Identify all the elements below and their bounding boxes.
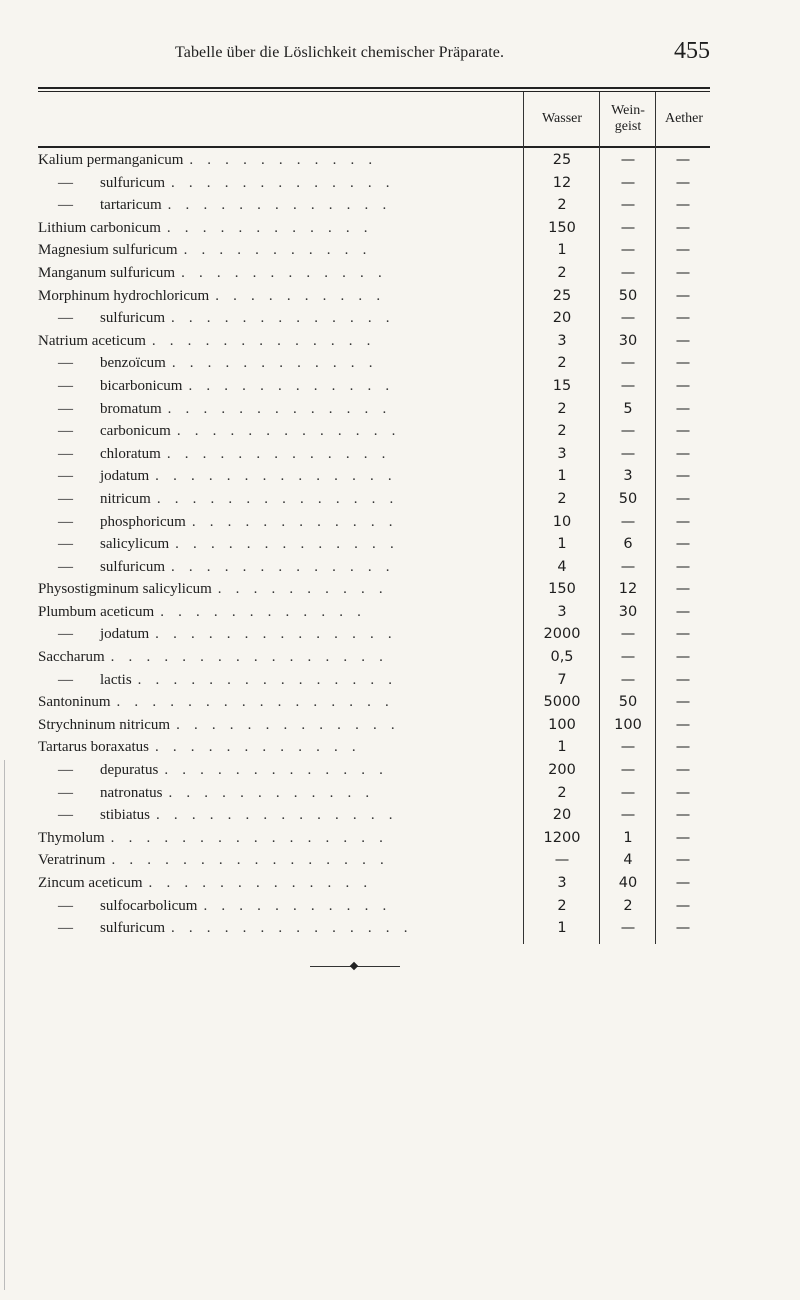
substance-name <box>38 220 516 237</box>
table-row <box>38 197 710 220</box>
wine-spirit-value: — <box>620 264 636 281</box>
substance-label: sulfuricum <box>100 558 165 575</box>
page-number: 455 <box>674 38 710 64</box>
leader-dots: . . . . . . . . . . . . . <box>148 875 373 891</box>
substance-label: Zincum aceticum <box>38 875 143 891</box>
leader-dots: . . . . . . . . . . <box>217 581 388 598</box>
wine-spirit-value: 50 <box>618 490 638 507</box>
substance-label: carbonicum <box>100 423 171 440</box>
water-value: 1 <box>557 468 567 485</box>
substance-name <box>38 581 516 598</box>
table-row <box>38 333 710 356</box>
substance-label: jodatum <box>100 468 150 485</box>
table-row <box>38 220 710 243</box>
wine-spirit-value: 30 <box>618 603 638 620</box>
water-value: 1200 <box>543 829 581 846</box>
page-header <box>0 40 800 80</box>
wine-spirit-value: — <box>620 626 636 643</box>
substance-label: Magnesium sulfuricum <box>38 242 178 259</box>
wine-spirit-value: — <box>620 671 636 688</box>
wine-spirit-value: — <box>620 174 636 191</box>
leader-dots: . . . . . . . . . . . . . <box>171 558 395 575</box>
wine-spirit-value: — <box>620 377 636 394</box>
running-title: Tabelle über die Löslichkeit chemischer Präparate. <box>175 44 505 61</box>
water-value: 3 <box>557 875 567 891</box>
substance-label: bromatum <box>100 400 162 417</box>
leader-dots: . . . . . . . . . . . . . <box>176 423 401 440</box>
substance-name <box>38 242 516 259</box>
header-bottom-rule <box>38 146 710 148</box>
ether-value: — <box>675 694 691 711</box>
ditto-dash: — <box>58 468 73 485</box>
water-value: 3 <box>557 603 567 620</box>
wine-spirit-value: — <box>620 355 636 372</box>
ether-value: — <box>675 649 691 666</box>
substance-label: salicylicum <box>100 536 170 553</box>
ditto-dash: — <box>58 423 73 440</box>
substance-label: Kalium permanganicum <box>38 152 184 168</box>
leader-dots: . . . . . . . . . . . . . . <box>171 920 413 937</box>
ether-value: — <box>675 332 691 349</box>
ether-value: — <box>675 671 691 688</box>
ditto-dash: — <box>58 558 73 575</box>
ether-value: — <box>675 423 691 440</box>
water-value: 25 <box>552 152 572 168</box>
table-row <box>38 830 710 853</box>
water-value: 0,5 <box>550 649 574 666</box>
table-row <box>38 288 710 311</box>
wine-spirit-value: 40 <box>618 875 638 891</box>
substance-label: Lithium carbonicum <box>38 219 161 236</box>
substance-label: Thymolum <box>38 829 105 846</box>
wine-spirit-value: — <box>620 739 636 756</box>
substance-name <box>38 514 516 531</box>
ditto-dash: — <box>58 197 73 214</box>
substance-label: depuratus <box>100 762 159 779</box>
water-value: 5000 <box>543 694 581 711</box>
leader-dots: . . . . . . . . . . . . . . . . <box>110 829 389 846</box>
table-row <box>38 649 710 672</box>
ether-value: — <box>675 152 691 168</box>
substance-label: tartaricum <box>100 197 162 214</box>
ether-value: — <box>675 468 691 485</box>
leader-dots: . . . . . . . . . . <box>215 287 386 304</box>
wine-spirit-value: 1 <box>623 829 633 846</box>
leader-dots: . . . . . . . . . . . . . <box>164 762 389 779</box>
water-value: 7 <box>557 671 567 688</box>
wine-spirit-value: 12 <box>618 581 638 598</box>
ether-value: — <box>675 920 691 937</box>
table-row <box>38 739 710 762</box>
substance-label: jodatum <box>100 626 150 643</box>
water-value: 25 <box>552 287 572 304</box>
substance-label: phosphoricum <box>100 513 186 530</box>
leader-dots: . . . . . . . . . . . . <box>188 377 395 394</box>
ditto-dash: — <box>58 626 73 643</box>
water-value: 2000 <box>543 626 581 643</box>
wine-spirit-value: — <box>620 423 636 440</box>
wine-spirit-value: — <box>620 152 636 168</box>
substance-name <box>38 559 516 576</box>
substance-name <box>38 898 516 915</box>
leader-dots: . . . . . . . . . . . <box>189 152 378 168</box>
substance-name <box>38 265 516 282</box>
substance-name <box>38 920 516 937</box>
ditto-dash: — <box>58 355 73 372</box>
ditto-dash: — <box>58 762 73 779</box>
ether-value: — <box>675 310 691 327</box>
column-header-water: Wasser <box>541 111 583 126</box>
wine-spirit-value: — <box>620 649 636 666</box>
ether-value: — <box>675 536 691 553</box>
wine-spirit-value: — <box>620 558 636 575</box>
table-row <box>38 468 710 491</box>
ditto-dash: — <box>58 445 73 462</box>
table-row <box>38 310 710 333</box>
leader-dots: . . . . . . . . . . . . . <box>166 445 391 462</box>
leader-dots: . . . . . . . . . . . . . . <box>155 468 397 485</box>
wine-spirit-value: — <box>620 310 636 327</box>
water-value: 4 <box>557 558 567 575</box>
ditto-dash: — <box>58 807 73 824</box>
ether-value: — <box>675 784 691 801</box>
table-row <box>38 536 710 559</box>
substance-name <box>38 152 516 169</box>
ditto-dash: — <box>58 513 73 530</box>
substance-name <box>38 672 516 689</box>
table-row <box>38 581 710 604</box>
ether-value: — <box>675 739 691 756</box>
wine-spirit-value: 4 <box>623 852 633 869</box>
ether-value: — <box>675 875 691 891</box>
table-row <box>38 762 710 785</box>
water-value: 2 <box>557 355 567 372</box>
water-value: 2 <box>557 490 567 507</box>
wine-spirit-value: — <box>620 762 636 779</box>
ditto-dash: — <box>58 920 73 937</box>
substance-label: Morphinum hydrochloricum <box>38 287 210 304</box>
substance-name <box>38 852 516 869</box>
ether-value: — <box>675 852 691 869</box>
leader-dots: . . . . . . . . . . . . <box>155 739 361 756</box>
ether-value: — <box>675 355 691 372</box>
water-value: 15 <box>552 377 572 394</box>
wine-spirit-value: 50 <box>618 287 638 304</box>
ditto-dash: — <box>58 490 73 507</box>
ether-value: — <box>675 264 691 281</box>
ether-value: — <box>675 174 691 191</box>
table-row <box>38 242 710 265</box>
leader-dots: . . . . . . . . . . . . . . . . <box>110 649 389 666</box>
table-row <box>38 423 710 446</box>
wine-spirit-value: — <box>620 807 636 824</box>
leader-dots: . . . . . . . . . . . . . . <box>156 807 398 824</box>
water-value: 1 <box>557 536 567 553</box>
ditto-dash: — <box>58 536 73 553</box>
wine-spirit-value: — <box>620 920 636 937</box>
table-row <box>38 852 710 875</box>
ether-value: — <box>675 558 691 575</box>
table-row <box>38 355 710 378</box>
substance-name <box>38 807 516 824</box>
table-row <box>38 672 710 695</box>
ether-value: — <box>675 829 691 846</box>
leader-dots: . . . . . . . . . . . . <box>171 355 378 372</box>
substance-name <box>38 288 516 305</box>
substance-name <box>38 446 516 463</box>
ditto-dash: — <box>58 897 73 914</box>
water-value: 12 <box>552 174 572 191</box>
ether-value: — <box>675 490 691 507</box>
water-value: 2 <box>557 897 567 914</box>
table-row <box>38 626 710 649</box>
substance-label: bicarbonicum <box>100 377 183 394</box>
substance-label: nitricum <box>100 490 151 507</box>
page-edge-line <box>4 760 5 1290</box>
water-value: 3 <box>557 332 567 349</box>
table-row <box>38 785 710 808</box>
water-value: 1 <box>557 920 567 937</box>
table-row <box>38 491 710 514</box>
substance-name <box>38 649 516 666</box>
water-value: — <box>554 852 570 869</box>
substance-name <box>38 717 516 734</box>
wine-spirit-value: 5 <box>623 400 633 417</box>
table-row <box>38 514 710 537</box>
substance-name <box>38 310 516 327</box>
substance-label: sulfocarbolicum <box>100 897 198 914</box>
wine-spirit-value: 30 <box>618 332 638 349</box>
leader-dots: . . . . . . . . . . . . . <box>171 310 395 327</box>
water-value: 200 <box>548 762 576 779</box>
leader-dots: . . . . . . . . . . . . . <box>175 536 399 553</box>
wine-spirit-value: — <box>620 513 636 530</box>
wine-spirit-value: — <box>620 242 636 259</box>
ditto-dash: — <box>58 400 73 417</box>
leader-dots: . . . . . . . . . . . <box>183 242 372 259</box>
table-row <box>38 920 710 943</box>
substance-name <box>38 762 516 779</box>
substance-name <box>38 830 516 847</box>
substance-label: stibiatus <box>100 807 151 824</box>
ether-value: — <box>675 377 691 394</box>
ether-value: — <box>675 762 691 779</box>
substance-name <box>38 355 516 372</box>
substance-label: Manganum sulfuricum <box>38 264 176 281</box>
table-top-rule <box>38 87 710 89</box>
water-value: 1 <box>557 242 567 259</box>
ether-value: — <box>675 807 691 824</box>
table-row <box>38 265 710 288</box>
wine-spirit-value: 2 <box>623 897 633 914</box>
substance-name <box>38 468 516 485</box>
ether-value: — <box>675 287 691 304</box>
leader-dots: . . . . . . . . . . . . <box>160 603 367 620</box>
diamond-ornament-icon <box>350 962 358 970</box>
solubility-table <box>38 152 710 943</box>
table-row <box>38 559 710 582</box>
table-row <box>38 378 710 401</box>
substance-label: Plumbum aceticum <box>38 603 155 620</box>
substance-name <box>38 401 516 418</box>
water-value: 3 <box>557 445 567 462</box>
substance-name <box>38 739 516 756</box>
ether-value: — <box>675 197 691 214</box>
substance-label: Natrium aceticum <box>38 332 146 349</box>
ether-value: — <box>675 581 691 598</box>
water-value: 2 <box>557 784 567 801</box>
leader-dots: . . . . . . . . . . . . . . . . <box>116 694 394 711</box>
water-value: 150 <box>548 219 576 236</box>
leader-dots: . . . . . . . . . . . . <box>181 264 387 281</box>
water-value: 2 <box>557 264 567 281</box>
water-value: 1 <box>557 739 567 756</box>
substance-label: sulfuricum <box>100 920 165 937</box>
ether-value: — <box>675 219 691 236</box>
water-value: 150 <box>548 581 576 598</box>
substance-name <box>38 175 516 192</box>
leader-dots: . . . . . . . . . . . . . <box>167 197 392 214</box>
column-header-ether: Aether <box>664 111 704 126</box>
substance-name <box>38 875 516 892</box>
substance-label: benzoïcum <box>100 355 166 372</box>
end-ornament <box>310 963 400 971</box>
substance-name <box>38 626 516 643</box>
leader-dots: . . . . . . . . . . . . . . . . <box>111 852 389 869</box>
ditto-dash: — <box>58 671 73 688</box>
table-row <box>38 152 710 175</box>
leader-dots: . . . . . . . . . . . . . <box>171 174 395 191</box>
leader-dots: . . . . . . . . . . . <box>203 897 392 914</box>
wine-spirit-value: — <box>620 219 636 236</box>
substance-label: natronatus <box>100 784 163 801</box>
water-value: 100 <box>548 716 576 733</box>
ditto-dash: — <box>58 784 73 801</box>
table-row <box>38 875 710 898</box>
wine-spirit-value: — <box>620 197 636 214</box>
substance-label: Physostigminum salicylicum <box>38 581 212 598</box>
table-row <box>38 604 710 627</box>
substance-name <box>38 491 516 508</box>
table-row <box>38 401 710 424</box>
substance-label: sulfuricum <box>100 310 165 327</box>
leader-dots: . . . . . . . . . . . . . <box>176 716 400 733</box>
substance-name <box>38 378 516 395</box>
substance-label: Tartarus boraxatus <box>38 739 149 756</box>
water-value: 2 <box>557 423 567 440</box>
substance-name <box>38 694 516 711</box>
table-row <box>38 807 710 830</box>
ditto-dash: — <box>58 310 73 327</box>
ether-value: — <box>675 445 691 462</box>
substance-label: sulfuricum <box>100 174 165 191</box>
substance-label: Strychninum nitricum <box>38 716 171 733</box>
substance-name <box>38 536 516 553</box>
table-row <box>38 175 710 198</box>
ditto-dash: — <box>58 377 73 394</box>
substance-label: chloratum <box>100 445 161 462</box>
water-value: 10 <box>552 513 572 530</box>
water-value: 20 <box>552 310 572 327</box>
ether-value: — <box>675 716 691 733</box>
wine-spirit-value: — <box>620 784 636 801</box>
ether-value: — <box>675 626 691 643</box>
ether-value: — <box>675 513 691 530</box>
wine-spirit-value: 6 <box>623 536 633 553</box>
column-header-wine-spirit: Wein- geist <box>611 103 645 134</box>
leader-dots: . . . . . . . . . . . . . <box>151 332 376 349</box>
substance-name <box>38 197 516 214</box>
substance-label: Saccharum <box>38 649 105 666</box>
ether-value: — <box>675 400 691 417</box>
ditto-dash: — <box>58 174 73 191</box>
substance-label: Santoninum <box>38 694 111 711</box>
water-value: 2 <box>557 197 567 214</box>
table-row <box>38 898 710 921</box>
substance-name <box>38 333 516 350</box>
wine-spirit-value: — <box>620 445 636 462</box>
table-row <box>38 717 710 740</box>
leader-dots: . . . . . . . . . . . . <box>168 784 375 801</box>
leader-dots: . . . . . . . . . . . . <box>166 219 373 236</box>
substance-name <box>38 604 516 621</box>
table-row <box>38 694 710 717</box>
ether-value: — <box>675 897 691 914</box>
leader-dots: . . . . . . . . . . . . . . <box>156 490 399 507</box>
table-row <box>38 446 710 469</box>
leader-dots: . . . . . . . . . . . . . <box>167 400 392 417</box>
leader-dots: . . . . . . . . . . . . . . . <box>137 671 398 688</box>
wine-spirit-value: 3 <box>623 468 633 485</box>
substance-name <box>38 785 516 802</box>
substance-name <box>38 423 516 440</box>
water-value: 2 <box>557 400 567 417</box>
wine-spirit-value: 100 <box>614 716 642 733</box>
ether-value: — <box>675 603 691 620</box>
substance-label: Veratrinum <box>38 852 106 869</box>
water-value: 20 <box>552 807 572 824</box>
ether-value: — <box>675 242 691 259</box>
substance-label: lactis <box>100 671 132 688</box>
wine-spirit-value: 50 <box>618 694 638 711</box>
leader-dots: . . . . . . . . . . . . <box>191 513 398 530</box>
leader-dots: . . . . . . . . . . . . . . <box>155 626 397 643</box>
